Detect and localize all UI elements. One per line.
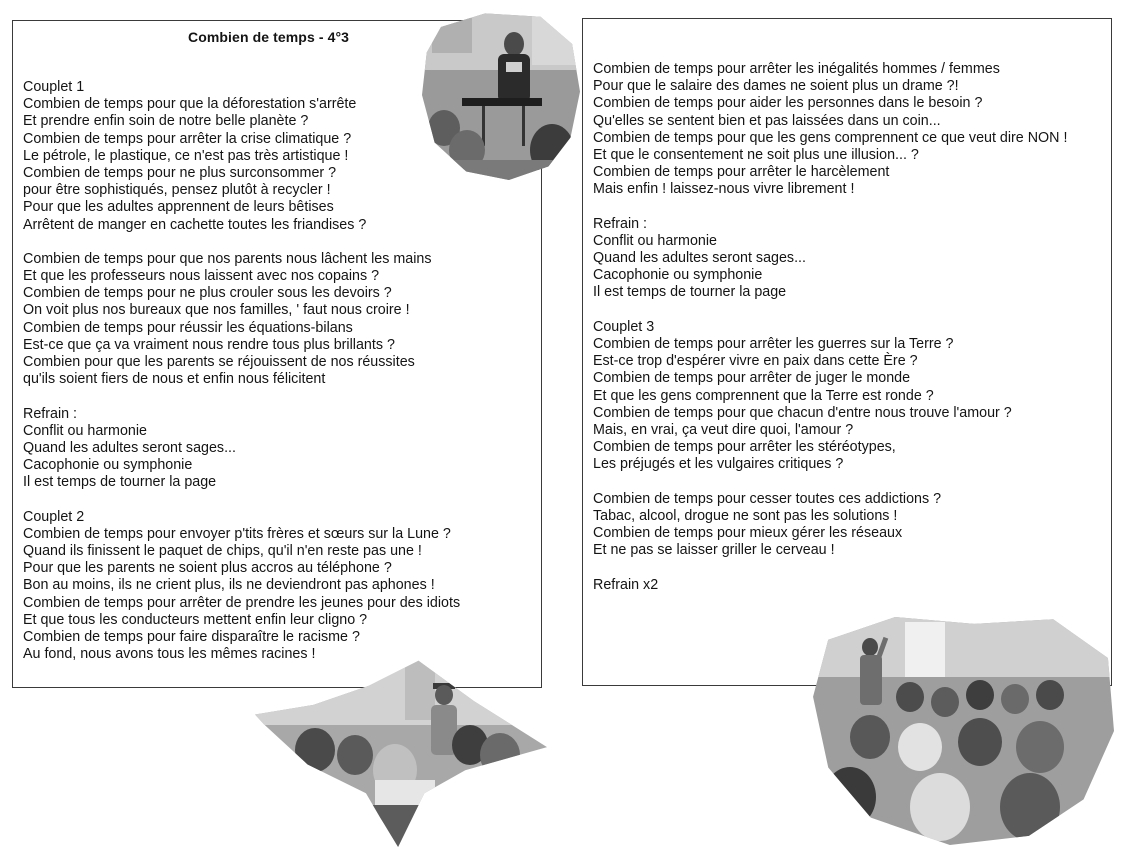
lyric-line: Le pétrole, le plastique, ce n'est pas très artistique ! bbox=[23, 147, 349, 164]
lyric-line: Combien de temps pour arrêter de juger le monde bbox=[593, 370, 911, 387]
lyric-line: pour être sophistiqués, pensez plutôt à recycler ! bbox=[23, 182, 331, 199]
lyrics-sheet-right bbox=[582, 18, 1112, 686]
lyric-line: Combien de temps pour réussir les équations-bilans bbox=[23, 319, 353, 336]
lyric-line: Cacophonie ou symphonie bbox=[23, 457, 193, 474]
lyric-line: Combien de temps pour que les gens comprennent ce que veut dire NON ! bbox=[593, 129, 1068, 146]
lyric-line: Combien de temps pour arrêter la crise climatique ? bbox=[23, 130, 352, 147]
lyric-line: Arrêtent de manger en cachette toutes les friandises ? bbox=[23, 216, 367, 233]
photo-speaker-classroom-right bbox=[810, 617, 1114, 845]
lyric-line: Conflit ou harmonie bbox=[23, 422, 147, 439]
lyric-line: Couplet 1 bbox=[23, 79, 85, 95]
stanza-gap bbox=[23, 234, 460, 251]
lyrics-right-column bbox=[593, 61, 1067, 594]
lyric-line: Combien de temps pour faire disparaître le racisme ? bbox=[23, 629, 360, 645]
lyric-line: Combien de temps pour envoyer p'tits frères et sœurs sur la Lune ? bbox=[23, 525, 451, 542]
stanza-gap bbox=[593, 199, 1067, 216]
lyric-line: Et ne pas se laisser griller le cerveau ! bbox=[593, 542, 835, 559]
lyric-line: Combien de temps pour arrêter les guerres sur la Terre ? bbox=[593, 336, 954, 352]
lyric-line: Combien de temps pour ne plus surconsommer ? bbox=[23, 164, 337, 181]
stanza-gap bbox=[23, 388, 460, 405]
lyrics-left-column bbox=[23, 79, 460, 663]
lyric-line: Quand ils finissent le paquet de chips, qu'il n'en reste pas une ! bbox=[23, 543, 422, 560]
stanza-gap bbox=[23, 492, 460, 509]
lyric-line: Pour que les parents ne soient plus accros au téléphone ? bbox=[23, 560, 392, 577]
stanza-gap bbox=[593, 474, 1067, 491]
lyric-line: Refrain : bbox=[23, 405, 78, 422]
lyric-line: Il est temps de tourner la page bbox=[23, 474, 217, 491]
lyric-line: Au fond, nous avons tous les mêmes racines ! bbox=[23, 646, 316, 663]
lyric-line: Mais enfin ! laissez-nous vivre librement ! bbox=[593, 181, 855, 198]
lyric-line: Et que les professeurs nous laissent avec nos copains ? bbox=[23, 268, 380, 285]
lyric-line: Mais, en vrai, ça veut dire quoi, l'amour ? bbox=[593, 421, 854, 438]
page-title: Combien de temps - 4°3 bbox=[188, 29, 350, 45]
lyric-line: Quand les adultes seront sages... bbox=[593, 250, 806, 267]
lyric-line: Combien de temps pour ne plus crouler sous les devoirs ? bbox=[23, 285, 392, 302]
stanza-gap bbox=[593, 302, 1067, 319]
lyric-line: Combien de temps pour cesser toutes ces addictions ? bbox=[593, 490, 942, 507]
lyric-line: Quand les adultes seront sages... bbox=[23, 439, 236, 456]
lyric-line: Il est temps de tourner la page bbox=[593, 284, 787, 301]
lyric-line: Combien de temps pour arrêter les stéréotypes, bbox=[593, 439, 896, 456]
lyric-line: Refrain x2 bbox=[593, 576, 659, 593]
lyric-line: Couplet 2 bbox=[23, 508, 85, 525]
lyric-line: Combien de temps pour aider les personnes dans le besoin ? bbox=[593, 95, 983, 112]
lyric-line: Combien de temps pour arrêter le harcèlement bbox=[593, 164, 890, 181]
lyric-line: Pour que le salaire des dames ne soient plus un drame ?! bbox=[593, 78, 959, 95]
lyric-line: Et prendre enfin soin de notre belle planète ? bbox=[23, 113, 309, 130]
lyric-line: Combien de temps pour arrêter de prendre les jeunes pour des idiots bbox=[23, 594, 461, 611]
lyric-line: Combien de temps pour mieux gérer les réseaux bbox=[593, 525, 903, 542]
lyric-line: Qu'elles se sentent bien et pas laissées dans un coin... bbox=[593, 112, 941, 129]
stanza-gap bbox=[593, 559, 1067, 576]
lyric-line: Et que le consentement ne soit plus une illusion... ? bbox=[593, 146, 919, 163]
lyric-line: Combien de temps pour que chacun d'entre nous trouve l'amour ? bbox=[593, 404, 1012, 421]
lyric-line: Et que tous les conducteurs mettent enfin leur cligno ? bbox=[23, 611, 368, 628]
lyric-line: Combien de temps pour que la déforestation s'arrête bbox=[23, 96, 357, 113]
lyric-line: Pour que les adultes apprennent de leurs bêtises bbox=[23, 199, 334, 216]
lyric-line: Tabac, alcool, drogue ne sont pas les solutions ! bbox=[593, 507, 898, 524]
lyric-line: qu'ils soient fiers de nous et enfin nous félicitent bbox=[23, 371, 326, 388]
lyric-line: Combien pour que les parents se réjouissent de nos réussites bbox=[23, 354, 415, 370]
lyric-line: Couplet 3 bbox=[593, 318, 655, 335]
lyric-line: On voit plus nos bureaux que nos familles, ' faut nous croire ! bbox=[23, 302, 410, 319]
lyric-line: Les préjugés et les vulgaires critiques ? bbox=[593, 456, 844, 473]
lyric-line: Cacophonie ou symphonie bbox=[593, 267, 763, 284]
lyric-line: Est-ce que ça va vraiment nous rendre tous plus brillants ? bbox=[23, 336, 395, 353]
lyric-line: Refrain : bbox=[593, 215, 648, 232]
lyric-line: Est-ce trop d'espérer vivre en paix dans cette Ère ? bbox=[593, 353, 918, 370]
lyric-line: Bon au moins, ils ne crient plus, ils ne deviendront pas aphones ! bbox=[23, 577, 435, 594]
lyric-line: Combien de temps pour arrêter les inégalités hommes / femmes bbox=[593, 61, 1000, 77]
lyric-line: Et que les gens comprennent que la Terre est ronde ? bbox=[593, 387, 934, 404]
lyric-line: Conflit ou harmonie bbox=[593, 232, 717, 249]
lyric-line: Combien de temps pour que nos parents nous lâchent les mains bbox=[23, 250, 432, 267]
